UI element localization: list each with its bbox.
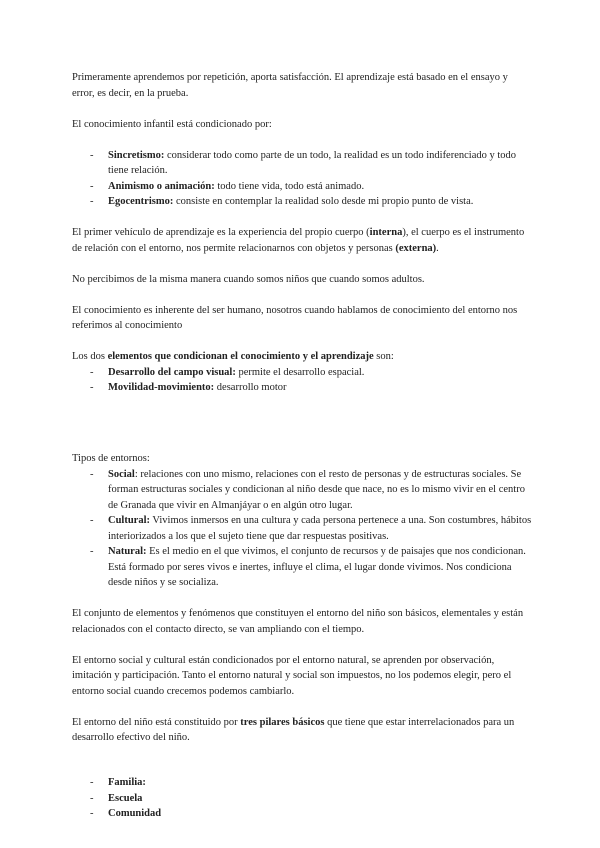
paragraph-conjunto-elementos: El conjunto de elementos y fenómenos que constituyen el entorno del niño son básicos, elementales y están relacionados con el contacto directo, se van ampliando con el tiempo. (72, 608, 524, 635)
text-run: Los dos (72, 351, 108, 362)
term-social: Social (108, 468, 135, 480)
spacer (72, 761, 532, 775)
list-item (72, 179, 532, 195)
list-item (72, 791, 532, 807)
list-item (72, 775, 532, 791)
list-item (72, 513, 532, 544)
list-item (72, 806, 532, 822)
list-dash: - (90, 468, 94, 480)
list-pilares (72, 775, 532, 822)
term-description: Vivimos inmersos en una cultura y cada persona pertenece a una. Son costumbres, hábitos interiorizados a los que el sujeto tiene que dar respuestas positivas. (108, 515, 532, 542)
list-dash: - (90, 808, 94, 819)
pilar-comunidad: Comunidad (108, 808, 162, 819)
paragraph-conocimiento-infantil: El conocimiento infantil está condicionado por: (72, 118, 272, 130)
paragraph-entorno-social-cultural: El entorno social y cultural están condicionados por el entorno natural, se aprenden por observación, imitación y participación. Tanto el entorno natural y social son impuestos, no los podemos elegir, pero el entorno social cuando crecemos podemos cambiarlo. (72, 654, 512, 697)
list-dash: - (90, 546, 94, 557)
list-dash: - (90, 792, 94, 804)
term-description: desarrollo motor (214, 382, 287, 393)
term-sincretismo: Sincretismo: (108, 149, 165, 161)
list-tipos-entornos (72, 467, 532, 591)
bold-externa: (externa) (395, 242, 437, 254)
term-description: consiste en contemplar la realidad solo desde mi propio punto de vista. (173, 196, 474, 207)
text-run: El entorno del niño está constituido por (72, 716, 241, 728)
paragraph-tres-pilares (72, 715, 532, 746)
paragraph-tipos-entornos: Tipos de entornos: (72, 453, 150, 464)
spacer (72, 411, 532, 451)
bold-tres-pilares: tres pilares básicos (240, 716, 325, 728)
pilar-familia: Familia: (108, 777, 146, 788)
bold-elementos: elementos que condicionan el conocimiento y el aprendizaje (107, 351, 374, 362)
list-dash: - (90, 515, 94, 526)
list-dash: - (90, 382, 94, 393)
term-description: todo tiene vida, todo está animado. (214, 180, 365, 192)
list-dash: - (90, 180, 94, 192)
list-item (72, 148, 532, 179)
term-natural: Natural: (108, 546, 147, 557)
list-conocimiento-infantil (72, 148, 532, 210)
term-description: Es el medio en el que vivimos, el conjunto de recursos y de paisajes que nos condicionan. Está formado por seres vivos e inertes, influye el clima, el lugar donde vivimos. Nos condiciona desde niños y se socializa. (108, 546, 526, 588)
paragraph-elementos (72, 349, 532, 365)
term-animismo: Animismo o animación: (108, 180, 215, 192)
term-campo-visual: Desarrollo del campo visual: (108, 366, 236, 378)
list-dash: - (90, 777, 94, 788)
text-run: que tiene que estar interrelacionados para un desarrollo efectivo del niño. (72, 716, 515, 743)
text-run: son: (373, 351, 394, 362)
term-description: considerar todo como parte de un todo, la realidad es un todo indiferenciado y todo tiene relación. (108, 149, 517, 176)
term-movilidad: Movilidad-movimiento: (108, 382, 215, 393)
list-item (72, 467, 532, 514)
text-run: ), el cuerpo es el instrumento de relación con el entorno, nos permite relacionarnos con objetos y personas (72, 227, 525, 254)
list-dash: - (90, 149, 94, 161)
document-page (72, 70, 532, 837)
paragraph-conocimiento-inherente: El conocimiento es inherente del ser humano, nosotros cuando hablamos de conocimiento del entorno nos referimos al conocimiento (72, 304, 518, 331)
text-run: . (436, 242, 439, 254)
list-elementos (72, 365, 532, 396)
list-item (72, 365, 532, 381)
bold-interna: interna (369, 227, 403, 238)
term-description: : relaciones con uno mismo, relaciones con el resto de personas y de estructuras sociales. Se forman estructuras sociales y condicionan al niño desde que nace, no es lo mismo vivir en el centro de Granada que vivir en Almanjáyar o en algún otro lugar. (108, 468, 525, 511)
list-dash: - (90, 196, 94, 207)
list-dash: - (90, 366, 94, 378)
list-item (72, 544, 532, 591)
term-cultural: Cultural: (108, 515, 150, 526)
text-run: El primer vehículo de aprendizaje es la experiencia del propio cuerpo ( (72, 227, 370, 238)
term-egocentrismo: Egocentrismo: (108, 196, 174, 207)
pilar-escuela: Escuela (108, 792, 143, 804)
paragraph-primer-vehiculo (72, 225, 532, 256)
paragraph-percepcion: No percibimos de la misma manera cuando somos niños que cuando somos adultos. (72, 273, 425, 285)
paragraph-intro: Primeramente aprendemos por repetición, aporta satisfacción. El aprendizaje está basado en el ensayo y error, es decir, en la prueba. (72, 72, 508, 99)
list-item (72, 380, 532, 396)
list-item (72, 194, 532, 210)
term-description: permite el desarrollo espacial. (235, 366, 365, 378)
